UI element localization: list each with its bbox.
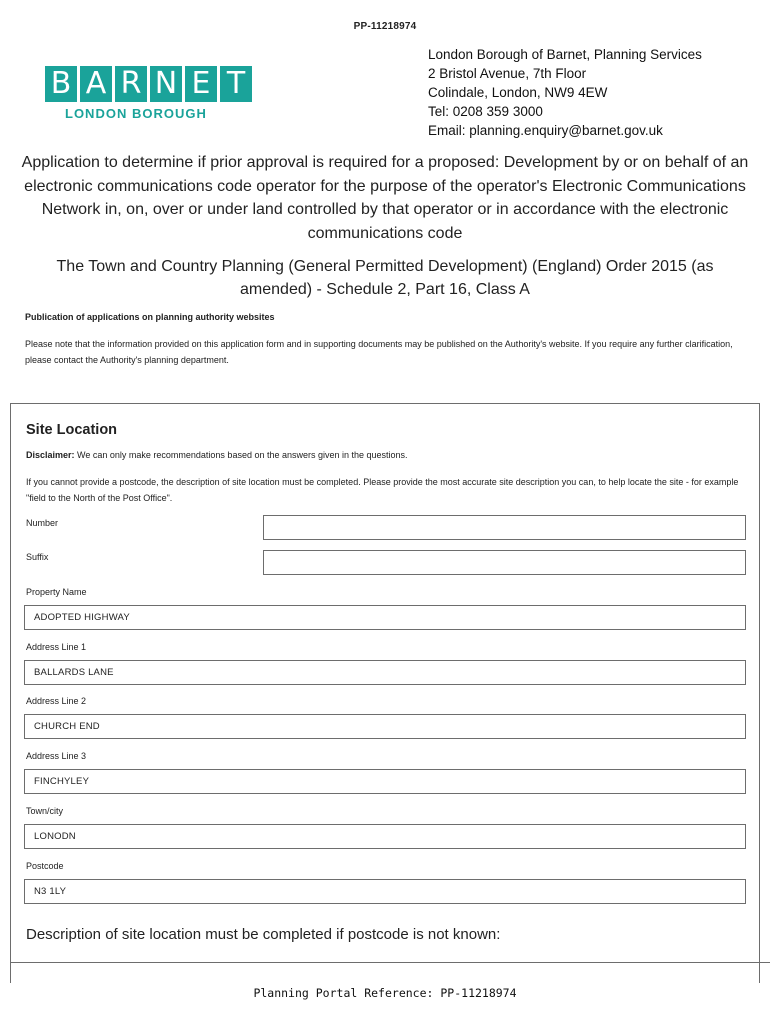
description-heading: Description of site location must be completed if postcode is not known: [26, 926, 501, 943]
logo-letter: T [220, 66, 252, 102]
council-address [428, 45, 702, 140]
logo-subtitle: LONDON BOROUGH [65, 106, 207, 121]
reference-header: PP-11218974 [353, 21, 417, 32]
address-line-3-label: Address Line 3 [26, 751, 87, 761]
logo-letter: A [80, 66, 112, 102]
publication-heading: Publication of applications on planning authority websites [25, 312, 275, 322]
address-line-2-label: Address Line 2 [26, 696, 87, 706]
disclaimer-text: We can only make recommendations based on the answers given in the questions. [74, 450, 408, 460]
property-name-field[interactable]: ADOPTED HIGHWAY [24, 605, 746, 630]
logo-letter: R [115, 66, 147, 102]
property-name-label: Property Name [26, 587, 87, 597]
logo-letters [45, 66, 252, 102]
order-reference: The Town and Country Planning (General Permitted Development) (England) Order 2015 (as amended) - Schedule 2, Part 16, Class A [56, 258, 714, 298]
postcode-note: If you cannot provide a postcode, the description of site location must be completed. Please provide the most accurate site description you can, to help locate the site - for example "field to the North of the Post Office". [26, 477, 739, 503]
disclaimer-label: Disclaimer: [26, 450, 75, 460]
address-line-2-field[interactable]: CHURCH END [24, 714, 746, 739]
section-title: Site Location [26, 422, 118, 438]
address-line: 2 Bristol Avenue, 7th Floor [428, 66, 587, 81]
postcode-field[interactable]: N3 1LY [24, 879, 746, 904]
address-line: Colindale, London, NW9 4EW [428, 85, 608, 100]
number-field[interactable] [263, 515, 746, 540]
page-divider [10, 962, 770, 963]
disclaimer [26, 450, 408, 460]
suffix-label: Suffix [26, 552, 49, 562]
application-title: Application to determine if prior approval is required for a proposed: Development by or on behalf of an electronic communications code operator for the purpose of the operator's Electronic Communications Network in, on, over or under land controlled by that operator or in accordance with the electronic communications code [21, 154, 749, 242]
page-footer: Planning Portal Reference: PP-11218974 [253, 986, 517, 1000]
suffix-field[interactable] [263, 550, 746, 575]
town-city-field[interactable]: LONODN [24, 824, 746, 849]
postcode-label: Postcode [26, 861, 64, 871]
logo-letter: B [45, 66, 77, 102]
publication-text: Please note that the information provided on this application form and in supporting documents may be published on the Authority's website. If you require any further clarification, please contact the Authority's planning department. [25, 339, 733, 365]
site-location-section [10, 403, 760, 983]
number-label: Number [26, 518, 59, 528]
town-city-label: Town/city [26, 806, 64, 816]
address-line-1-label: Address Line 1 [26, 642, 87, 652]
address-phone: Tel: 0208 359 3000 [428, 104, 543, 119]
barnet-logo [45, 66, 252, 121]
address-line-3-field[interactable]: FINCHYLEY [24, 769, 746, 794]
address-line-1-field[interactable]: BALLARDS LANE [24, 660, 746, 685]
logo-letter: E [185, 66, 217, 102]
address-email: Email: planning.enquiry@barnet.gov.uk [428, 123, 663, 138]
logo-letter: N [150, 66, 182, 102]
address-line: London Borough of Barnet, Planning Services [428, 47, 702, 62]
